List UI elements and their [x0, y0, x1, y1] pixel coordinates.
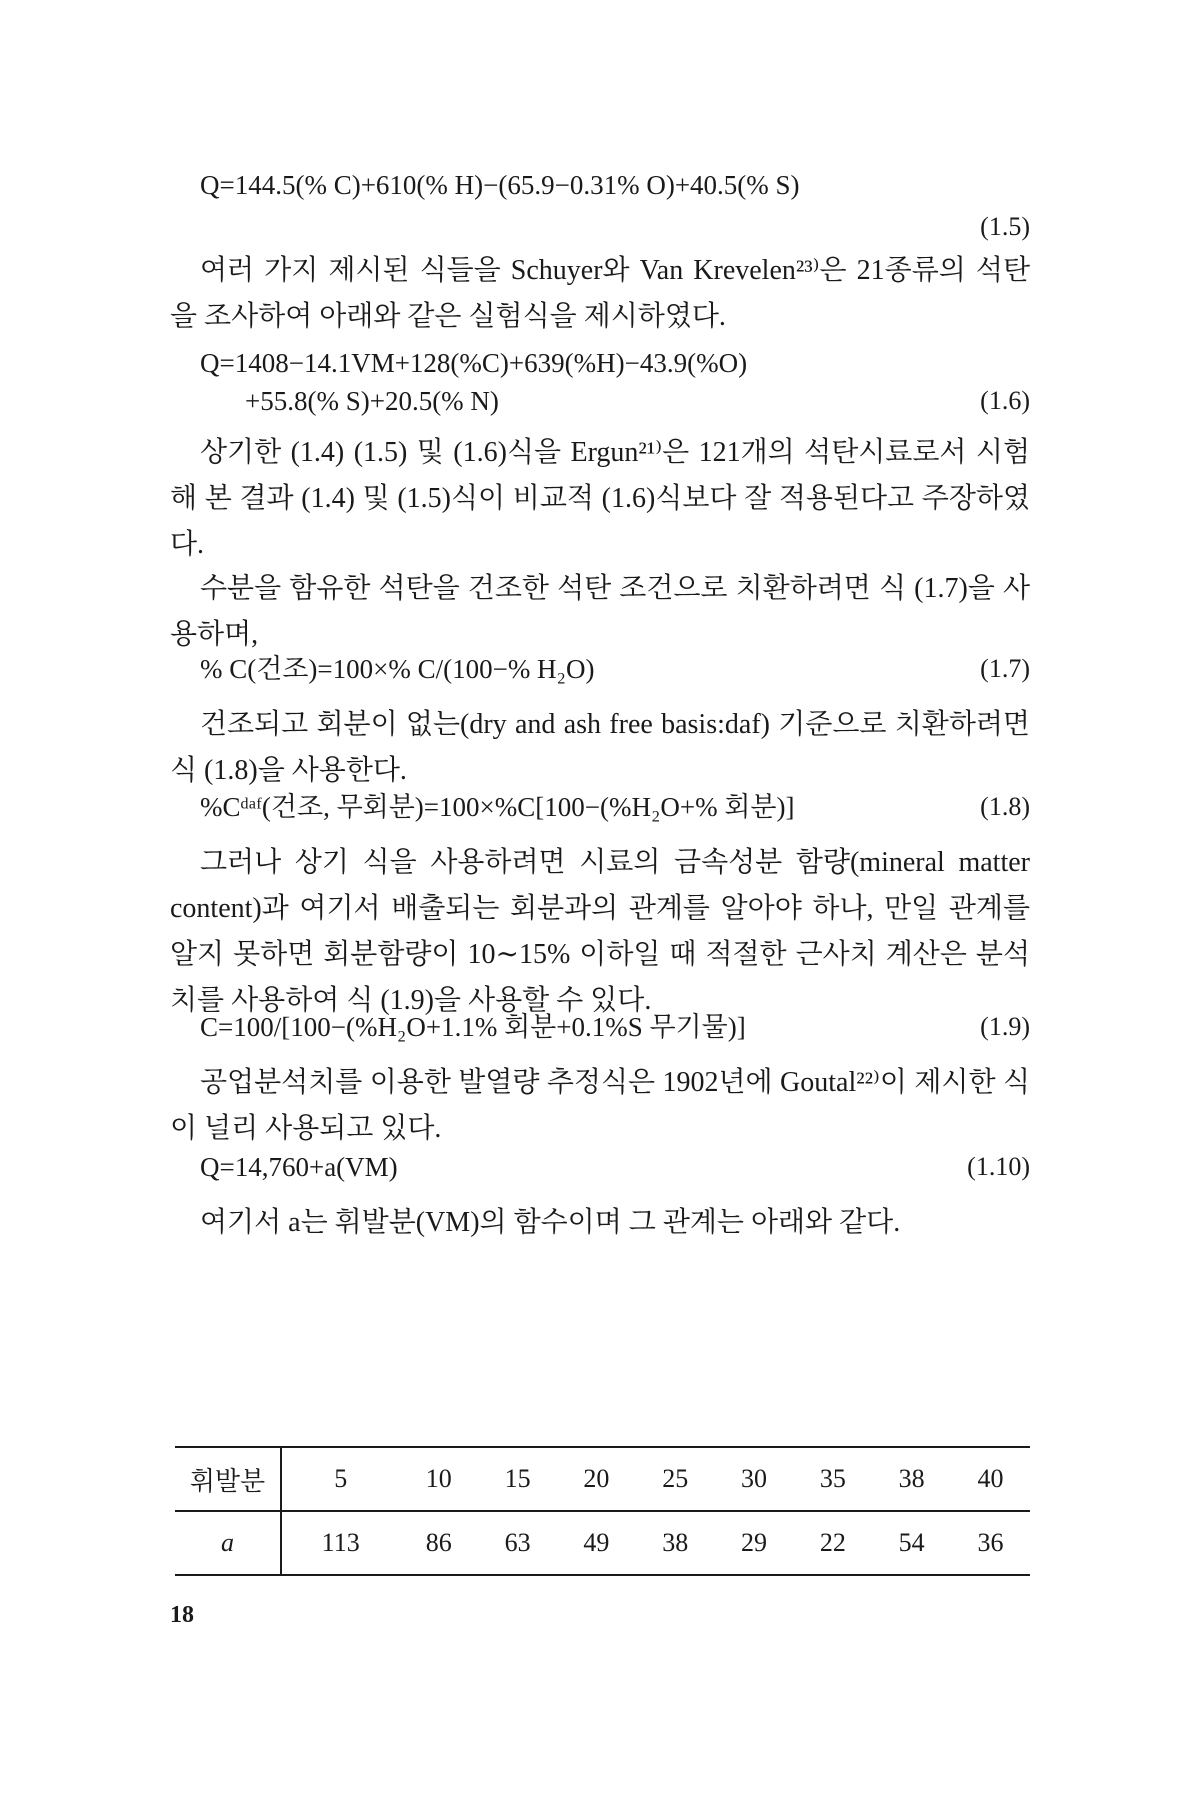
paragraph-mineral-matter: 그러나 상기 식을 사용하려면 시료의 금속성분 함량(mineral matter content)과 여기서 배출되는 회분과의 관계를 알아야 하나, 만일 관계를 알지 못하면 회분함량이 10∼15% 이하일 때 적절한 근사치 계산은 분석치를 사용하여 식 (1.9)을 사용할 수 있다.: [170, 847, 1030, 1016]
equation-1-8: %Cᵈᵃᶠ(건조, 무회분)=100×%C[100−(%H₂O+% 회분)]: [200, 792, 795, 822]
equation-1-7: % C(건조)=100×% C/(100−% H₂O): [200, 654, 595, 684]
volatile-matter-table: [175, 1448, 1030, 1574]
paragraph-a-relation: 여기서 a는 휘발분(VM)의 함수이며 그 관계는 아래와 같다.: [200, 1207, 901, 1238]
equation-1-6-line1: Q=1408−14.1VM+128(%C)+639(%H)−43.9(%O): [200, 348, 748, 378]
paragraph-goutal: 공업분석치를 이용한 발열량 추정식은 1902년에 Goutal²²⁾이 제시한 식이 널리 사용되고 있다.: [170, 1067, 1030, 1144]
table-cell: 54: [898, 1528, 925, 1557]
row-header-volatile: 휘발분: [175, 1448, 281, 1511]
table-cell: 5: [334, 1464, 348, 1493]
paragraph-ergun: 상기한 (1.4) (1.5) 및 (1.6)식을 Ergun²¹⁾은 121개의 석탄시료로서 시험해 본 결과 (1.4) 및 (1.5)식이 비교적 (1.6)식보다 잘 적용된다고 주장하였다.: [170, 437, 1030, 560]
table-cell: 15: [504, 1464, 531, 1493]
paragraph-schuyer: 여러 가지 제시된 식들을 Schuyer와 Van Krevelen²³⁾은 21종류의 석탄을 조사하여 아래와 같은 실험식을 제시하였다.: [170, 255, 1030, 332]
equation-number-1-10: (1.10): [967, 1152, 1030, 1181]
table-cell: 86: [425, 1528, 452, 1557]
row-header-a: a: [175, 1511, 281, 1574]
table-cell: 38: [898, 1464, 925, 1493]
equation-1-6-line2: +55.8(% S)+20.5(% N): [245, 386, 499, 416]
table-cell: 38: [662, 1528, 689, 1557]
table-row: [175, 1448, 1030, 1511]
equation-number-1-6: (1.6): [980, 386, 1030, 415]
table-cell: 30: [741, 1464, 768, 1493]
table-cell: 36: [977, 1528, 1004, 1557]
equation-1-10: Q=14,760+a(VM): [200, 1152, 398, 1182]
table-cell: 49: [583, 1528, 610, 1557]
equation-number-1-9: (1.9): [980, 1012, 1030, 1041]
paragraph-moisture: 수분을 함유한 석탄을 건조한 석탄 조건으로 치환하려면 식 (1.7)을 사용하며,: [170, 573, 1030, 650]
equation-1-9: C=100/[100−(%H₂O+1.1% 회분+0.1%S 무기물)]: [200, 1012, 746, 1042]
page-number: 18: [170, 1602, 194, 1628]
table-cell: 113: [321, 1528, 360, 1557]
equation-number-1-7: (1.7): [980, 654, 1030, 683]
equation-1-5: Q=144.5(% C)+610(% H)−(65.9−0.31% O)+40.5(% S): [200, 170, 800, 200]
table-bottom-rule: [175, 1574, 1030, 1576]
equation-number-1-8: (1.8): [980, 792, 1030, 821]
table-cell: 10: [425, 1464, 452, 1493]
table-cell: 20: [583, 1464, 610, 1493]
table-cell: 25: [662, 1464, 689, 1493]
table-cell: 63: [504, 1528, 531, 1557]
equation-number-1-5: (1.5): [980, 212, 1030, 241]
paragraph-daf: 건조되고 회분이 없는(dry and ash free basis:daf) 기준으로 치환하려면 식 (1.8)을 사용한다.: [170, 709, 1030, 786]
table-cell: 40: [977, 1464, 1004, 1493]
table-row: [175, 1511, 1030, 1574]
table-cell: 22: [819, 1528, 846, 1557]
table-cell: 35: [819, 1464, 846, 1493]
table-cell: 29: [741, 1528, 768, 1557]
